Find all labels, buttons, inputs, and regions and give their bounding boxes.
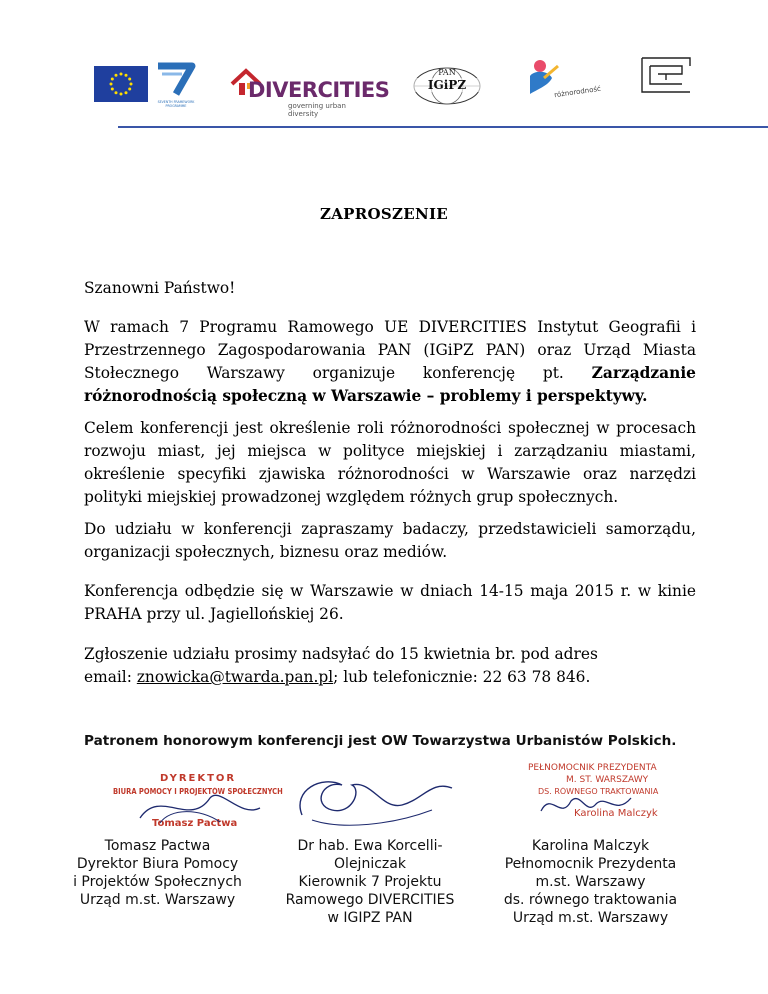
warsaw-diversity-logo <box>524 58 602 110</box>
signatory-left-line: i Projektów Społecznych <box>73 874 242 890</box>
signatory-right-line: m.st. Warszawy <box>535 874 646 890</box>
conference-title: Zarządzanie różnorodnością społeczną w Warszawie – problemy i perspektywy. <box>84 364 696 405</box>
signatory-left-line: Tomasz Pactwa <box>104 838 211 854</box>
paragraph-goal: Celem konferencji jest określenie roli różnorodności społecznej w procesach rozwoju miast, jej miejsca w polityce miejskiej i zarządzaniu miastami, określenie specyfiki zjawiska różnorodności w Warszawie oraz narzędzi polityki miejskiej prowadzonej względem różnych grup społecznych. <box>84 419 696 506</box>
igipz-main-text: IGiPZ <box>412 78 482 92</box>
signature-center <box>282 770 462 840</box>
signature-left <box>100 778 290 838</box>
signatory-right-line: Urząd m.st. Warszawy <box>512 910 669 926</box>
contact-line <box>84 666 696 689</box>
paragraph-intro <box>84 316 696 408</box>
stamp-right-line1: PEŁNOMOCNIK PREZYDENTA <box>528 763 657 773</box>
warsaw-diversity-text: różnorodność <box>553 84 602 100</box>
signatory-right-line: Karolina Malczyk <box>531 838 650 854</box>
igipz-top-text: PAN <box>438 68 456 77</box>
fp7-seven-icon <box>152 62 200 96</box>
stamp-right-line3: DS. RÓWNEGO TRAKTOWANIA <box>538 787 659 796</box>
fp7-caption: SEVENTH FRAMEWORK PROGRAMME <box>157 100 195 108</box>
greeting: Szanowni Państwo! <box>84 279 236 297</box>
signatory-center-line: w IGIPZ PAN <box>327 910 413 926</box>
phone-text: ; lub telefonicznie: 22 63 78 846. <box>333 668 591 686</box>
email-link[interactable]: znowicka@twarda.pan.pl <box>136 668 334 686</box>
signatory-left <box>60 837 255 909</box>
divercities-wordmark: DIVERCITIES <box>248 78 390 102</box>
signatory-center <box>265 837 475 927</box>
igipz-pan-logo <box>412 64 482 106</box>
divercities-tagline: governing urban diversity <box>288 102 346 118</box>
honorary-patron: Patronem honorowym konferencji jest OW Towarzystwa Urbanistów Polskich. <box>84 733 677 749</box>
stamp-right-line2: M. ST. WARSZAWY <box>566 775 649 785</box>
logo-bar <box>0 50 768 118</box>
signatory-left-line: Dyrektor Biura Pomocy <box>76 856 239 872</box>
signatory-center-line: Kierownik 7 Projektu <box>298 874 442 890</box>
stamp-left-title: DYREKTOR <box>160 773 237 784</box>
paragraph-intro-text: W ramach 7 Programu Ramowego UE DIVERCITIES Instytut Geografii i Przestrzennego Zagospodarowania PAN (IGiPZ PAN) oraz Urząd Miasta Stołecznego Warszawy organizuje konferencję pt. <box>84 318 696 382</box>
maze-logo <box>640 56 692 94</box>
eu-flag-logo <box>94 66 148 102</box>
paragraph-audience: Do udziału w konferencji zapraszamy badaczy, przedstawicieli samorządu, organizacji społecznych, biznesu oraz mediów. <box>84 520 696 561</box>
fp7-logo <box>152 62 200 106</box>
divercities-logo <box>230 68 390 118</box>
maze-icon <box>640 56 692 94</box>
signatory-right-line: ds. równego traktowania <box>503 892 678 908</box>
stamp-right-name: Karolina Malczyk <box>574 808 658 819</box>
document-title: ZAPROSZENIE <box>319 205 449 223</box>
signatory-center-line: Dr hab. Ewa Korcelli- <box>297 838 443 854</box>
eu-stars-icon <box>94 66 148 102</box>
signatory-center-line: Ramowego DIVERCITIES <box>285 892 455 908</box>
signatory-center-line: Olejniczak <box>334 856 406 872</box>
header-divider <box>118 126 768 128</box>
stamp-left-name: Tomasz Pactwa <box>152 818 238 829</box>
signatory-right-line: Pełnomocnik Prezydenta <box>504 856 677 872</box>
email-prefix: email: <box>84 668 137 686</box>
paragraph-registration <box>84 643 696 689</box>
signatory-left-line: Urząd m.st. Warszawy <box>79 892 236 908</box>
registration-line: Zgłoszenie udziału prosimy nadsyłać do 15 kwietnia br. pod adres <box>84 645 598 663</box>
signatory-right <box>498 837 683 927</box>
paragraph-venue: Konferencja odbędzie się w Warszawie w dniach 14-15 maja 2015 r. w kinie PRAHA przy ul. Jagiellońskiej 26. <box>84 582 696 623</box>
stamp-left-subtitle: BIURA POMOCY I PROJEKTÓW SPOŁECZNYCH <box>113 787 283 796</box>
